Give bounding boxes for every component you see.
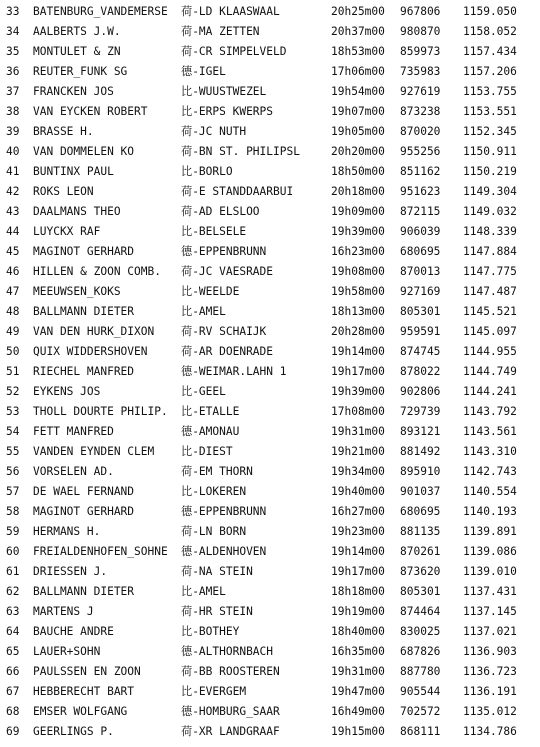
rank-cell: 50 [6, 345, 20, 358]
location-cell: 荷-EM THORN [181, 465, 253, 478]
fancier-name-cell: HERMANS H. [33, 525, 101, 538]
fancier-name-cell: GEERLINGS P. [33, 725, 114, 738]
speed-cell: 1139.086 [463, 545, 517, 558]
fancier-name-cell: MEEUWSEN_KOKS [33, 285, 121, 298]
fancier-name-cell: FREIALDENHOFEN_SOHNE [33, 545, 168, 558]
table-row [0, 462, 540, 482]
ring-number-cell: 874745 [400, 345, 441, 358]
speed-cell: 1145.097 [463, 325, 517, 338]
table-row [0, 362, 540, 382]
fancier-name-cell: DE WAEL FERNAND [33, 485, 135, 498]
ring-number-cell: 895910 [400, 465, 441, 478]
table-row [0, 142, 540, 162]
table-row [0, 222, 540, 242]
location-cell: 比-AMEL [181, 585, 226, 598]
speed-cell: 1157.434 [463, 45, 517, 58]
location-cell: 荷-JC VAESRADE [181, 265, 274, 278]
arrival-time-cell: 19h54m00 [331, 85, 385, 98]
fancier-name-cell: VANDEN EYNDEN CLEM [33, 445, 155, 458]
speed-cell: 1139.010 [463, 565, 517, 578]
rank-cell: 53 [6, 405, 20, 418]
table-row [0, 282, 540, 302]
rank-cell: 64 [6, 625, 20, 638]
arrival-time-cell: 18h18m00 [331, 585, 385, 598]
arrival-time-cell: 19h39m00 [331, 385, 385, 398]
ring-number-cell: 927169 [400, 285, 441, 298]
rank-cell: 67 [6, 685, 20, 698]
table-row [0, 102, 540, 122]
rank-cell: 68 [6, 705, 20, 718]
rank-cell: 46 [6, 265, 20, 278]
speed-cell: 1150.911 [463, 145, 517, 158]
table-row [0, 82, 540, 102]
location-cell: 比-BELSELE [181, 225, 247, 238]
ring-number-cell: 851162 [400, 165, 441, 178]
speed-cell: 1149.032 [463, 205, 517, 218]
fancier-name-cell: AALBERTS J.W. [33, 25, 121, 38]
ring-number-cell: 873238 [400, 105, 441, 118]
fancier-name-cell: FRANCKEN JOS [33, 85, 114, 98]
speed-cell: 1148.339 [463, 225, 517, 238]
ring-number-cell: 735983 [400, 65, 441, 78]
arrival-time-cell: 16h49m00 [331, 705, 385, 718]
rank-cell: 61 [6, 565, 20, 578]
arrival-time-cell: 16h35m00 [331, 645, 385, 658]
location-cell: 荷-XR LANDGRAAF [181, 725, 280, 738]
fancier-name-cell: HILLEN & ZOON COMB. [33, 265, 161, 278]
table-row [0, 562, 540, 582]
ring-number-cell: 859973 [400, 45, 441, 58]
arrival-time-cell: 16h27m00 [331, 505, 385, 518]
rank-cell: 59 [6, 525, 20, 538]
location-cell: 比-GEEL [181, 385, 226, 398]
location-cell: 比-BOTHEY [181, 625, 240, 638]
fancier-name-cell: VORSELEN AD. [33, 465, 114, 478]
arrival-time-cell: 19h14m00 [331, 545, 385, 558]
arrival-time-cell: 16h23m00 [331, 245, 385, 258]
location-cell: 德-ALDENHOVEN [181, 545, 267, 558]
ring-number-cell: 680695 [400, 245, 441, 258]
speed-cell: 1139.891 [463, 525, 517, 538]
arrival-time-cell: 19h23m00 [331, 525, 385, 538]
location-cell: 比-DIEST [181, 445, 233, 458]
location-cell: 荷-BB ROOSTEREN [181, 665, 280, 678]
table-row [0, 2, 540, 22]
speed-cell: 1153.755 [463, 85, 517, 98]
location-cell: 比-ERPS KWERPS [181, 105, 274, 118]
ring-number-cell: 980870 [400, 25, 441, 38]
speed-cell: 1134.786 [463, 725, 517, 738]
rank-cell: 37 [6, 85, 20, 98]
arrival-time-cell: 19h39m00 [331, 225, 385, 238]
table-row [0, 622, 540, 642]
speed-cell: 1149.304 [463, 185, 517, 198]
ring-number-cell: 951623 [400, 185, 441, 198]
speed-cell: 1144.749 [463, 365, 517, 378]
table-row [0, 582, 540, 602]
rank-cell: 65 [6, 645, 20, 658]
location-cell: 荷-LN BORN [181, 525, 247, 538]
ring-number-cell: 873620 [400, 565, 441, 578]
table-row [0, 682, 540, 702]
fancier-name-cell: VAN DOMMELEN KO [33, 145, 135, 158]
fancier-name-cell: MARTENS J [33, 605, 94, 618]
table-row [0, 182, 540, 202]
rank-cell: 44 [6, 225, 20, 238]
location-cell: 德-ALTHORNBACH [181, 645, 274, 658]
table-row [0, 482, 540, 502]
location-cell: 比-LOKEREN [181, 485, 247, 498]
location-cell: 荷-MA ZETTEN [181, 25, 260, 38]
speed-cell: 1152.345 [463, 125, 517, 138]
speed-cell: 1137.431 [463, 585, 517, 598]
arrival-time-cell: 19h09m00 [331, 205, 385, 218]
fancier-name-cell: PAULSSEN EN ZOON [33, 665, 141, 678]
ring-number-cell: 887780 [400, 665, 441, 678]
arrival-time-cell: 18h40m00 [331, 625, 385, 638]
location-cell: 荷-LD KLAASWAAL [181, 5, 280, 18]
location-cell: 德-AMONAU [181, 425, 240, 438]
ring-number-cell: 959591 [400, 325, 441, 338]
ring-number-cell: 902806 [400, 385, 441, 398]
rank-cell: 35 [6, 45, 20, 58]
table-row [0, 22, 540, 42]
arrival-time-cell: 19h21m00 [331, 445, 385, 458]
arrival-time-cell: 19h07m00 [331, 105, 385, 118]
ring-number-cell: 881135 [400, 525, 441, 538]
fancier-name-cell: BAUCHE ANDRE [33, 625, 114, 638]
rank-cell: 60 [6, 545, 20, 558]
arrival-time-cell: 19h31m00 [331, 665, 385, 678]
location-cell: 比-ETALLE [181, 405, 240, 418]
fancier-name-cell: MONTULET & ZN [33, 45, 121, 58]
ring-number-cell: 901037 [400, 485, 441, 498]
ring-number-cell: 967806 [400, 5, 441, 18]
arrival-time-cell: 19h17m00 [331, 365, 385, 378]
speed-cell: 1143.561 [463, 425, 517, 438]
table-row [0, 302, 540, 322]
rank-cell: 52 [6, 385, 20, 398]
table-row [0, 382, 540, 402]
rank-cell: 33 [6, 5, 20, 18]
ring-number-cell: 881492 [400, 445, 441, 458]
table-row [0, 442, 540, 462]
ring-number-cell: 805301 [400, 305, 441, 318]
location-cell: 德-EPPENBRUNN [181, 245, 267, 258]
speed-cell: 1136.191 [463, 685, 517, 698]
fancier-name-cell: HEBBERECHT BART [33, 685, 135, 698]
rank-cell: 62 [6, 585, 20, 598]
location-cell: 德-EPPENBRUNN [181, 505, 267, 518]
ring-number-cell: 878022 [400, 365, 441, 378]
arrival-time-cell: 20h28m00 [331, 325, 385, 338]
location-cell: 德-IGEL [181, 65, 226, 78]
table-row [0, 642, 540, 662]
fancier-name-cell: LUYCKX RAF [33, 225, 101, 238]
rank-cell: 39 [6, 125, 20, 138]
fancier-name-cell: DAALMANS THEO [33, 205, 121, 218]
ring-number-cell: 868111 [400, 725, 441, 738]
arrival-time-cell: 19h58m00 [331, 285, 385, 298]
speed-cell: 1157.206 [463, 65, 517, 78]
ring-number-cell: 872115 [400, 205, 441, 218]
fancier-name-cell: BUNTINX PAUL [33, 165, 114, 178]
rank-cell: 66 [6, 665, 20, 678]
speed-cell: 1142.743 [463, 465, 517, 478]
arrival-time-cell: 17h08m00 [331, 405, 385, 418]
arrival-time-cell: 19h05m00 [331, 125, 385, 138]
rank-cell: 57 [6, 485, 20, 498]
arrival-time-cell: 19h47m00 [331, 685, 385, 698]
ring-number-cell: 870020 [400, 125, 441, 138]
speed-cell: 1144.955 [463, 345, 517, 358]
rank-cell: 51 [6, 365, 20, 378]
arrival-time-cell: 19h40m00 [331, 485, 385, 498]
ring-number-cell: 702572 [400, 705, 441, 718]
fancier-name-cell: BALLMANN DIETER [33, 305, 135, 318]
fancier-name-cell: THOLL DOURTE PHILIP. [33, 405, 168, 418]
ring-number-cell: 680695 [400, 505, 441, 518]
rank-cell: 47 [6, 285, 20, 298]
speed-cell: 1137.021 [463, 625, 517, 638]
location-cell: 比-EVERGEM [181, 685, 247, 698]
rank-cell: 34 [6, 25, 20, 38]
ring-number-cell: 906039 [400, 225, 441, 238]
speed-cell: 1137.145 [463, 605, 517, 618]
speed-cell: 1135.012 [463, 705, 517, 718]
table-row [0, 322, 540, 342]
table-row [0, 242, 540, 262]
arrival-time-cell: 19h17m00 [331, 565, 385, 578]
location-cell: 荷-NA STEIN [181, 565, 253, 578]
table-row [0, 602, 540, 622]
speed-cell: 1136.723 [463, 665, 517, 678]
fancier-name-cell: BATENBURG_VANDEMERSE [33, 5, 168, 18]
ring-number-cell: 874464 [400, 605, 441, 618]
table-row [0, 122, 540, 142]
fancier-name-cell: MAGINOT GERHARD [33, 245, 135, 258]
rank-cell: 58 [6, 505, 20, 518]
fancier-name-cell: BRASSE H. [33, 125, 94, 138]
fancier-name-cell: REUTER_FUNK SG [33, 65, 128, 78]
location-cell: 荷-AR DOENRADE [181, 345, 274, 358]
speed-cell: 1153.551 [463, 105, 517, 118]
table-row [0, 522, 540, 542]
ring-number-cell: 687826 [400, 645, 441, 658]
table-row [0, 162, 540, 182]
fancier-name-cell: MAGINOT GERHARD [33, 505, 135, 518]
ring-number-cell: 927619 [400, 85, 441, 98]
speed-cell: 1147.775 [463, 265, 517, 278]
arrival-time-cell: 17h06m00 [331, 65, 385, 78]
arrival-time-cell: 19h08m00 [331, 265, 385, 278]
rank-cell: 69 [6, 725, 20, 738]
speed-cell: 1145.521 [463, 305, 517, 318]
fancier-name-cell: QUIX WIDDERSHOVEN [33, 345, 148, 358]
rank-cell: 56 [6, 465, 20, 478]
arrival-time-cell: 19h34m00 [331, 465, 385, 478]
arrival-time-cell: 19h15m00 [331, 725, 385, 738]
location-cell: 荷-RV SCHAIJK [181, 325, 267, 338]
location-cell: 荷-AD ELSLOO [181, 205, 260, 218]
rank-cell: 38 [6, 105, 20, 118]
table-row [0, 702, 540, 722]
speed-cell: 1143.792 [463, 405, 517, 418]
table-row [0, 342, 540, 362]
ring-number-cell: 805301 [400, 585, 441, 598]
arrival-time-cell: 19h31m00 [331, 425, 385, 438]
speed-cell: 1140.193 [463, 505, 517, 518]
location-cell: 比-WUUSTWEZEL [181, 85, 267, 98]
location-cell: 荷-HR STEIN [181, 605, 253, 618]
fancier-name-cell: BALLMANN DIETER [33, 585, 135, 598]
table-row [0, 722, 540, 742]
location-cell: 比-WEELDE [181, 285, 240, 298]
fancier-name-cell: LAUER+SOHN [33, 645, 101, 658]
rank-cell: 41 [6, 165, 20, 178]
location-cell: 比-AMEL [181, 305, 226, 318]
fancier-name-cell: FETT MANFRED [33, 425, 114, 438]
speed-cell: 1144.241 [463, 385, 517, 398]
arrival-time-cell: 19h19m00 [331, 605, 385, 618]
ring-number-cell: 870013 [400, 265, 441, 278]
location-cell: 荷-CR SIMPELVELD [181, 45, 287, 58]
speed-cell: 1143.310 [463, 445, 517, 458]
ring-number-cell: 905544 [400, 685, 441, 698]
ring-number-cell: 893121 [400, 425, 441, 438]
table-row [0, 402, 540, 422]
location-cell: 荷-JC NUTH [181, 125, 247, 138]
arrival-time-cell: 20h18m00 [331, 185, 385, 198]
table-row [0, 662, 540, 682]
location-cell: 德-WEIMAR.LAHN 1 [181, 365, 287, 378]
results-table [0, 2, 540, 742]
rank-cell: 55 [6, 445, 20, 458]
rank-cell: 40 [6, 145, 20, 158]
ring-number-cell: 955256 [400, 145, 441, 158]
speed-cell: 1147.487 [463, 285, 517, 298]
speed-cell: 1150.219 [463, 165, 517, 178]
location-cell: 比-BORLO [181, 165, 233, 178]
table-row [0, 502, 540, 522]
arrival-time-cell: 19h14m00 [331, 345, 385, 358]
rank-cell: 36 [6, 65, 20, 78]
fancier-name-cell: DRIESSEN J. [33, 565, 108, 578]
rank-cell: 48 [6, 305, 20, 318]
ring-number-cell: 870261 [400, 545, 441, 558]
arrival-time-cell: 18h13m00 [331, 305, 385, 318]
speed-cell: 1136.903 [463, 645, 517, 658]
table-row [0, 542, 540, 562]
ring-number-cell: 830025 [400, 625, 441, 638]
fancier-name-cell: VAN EYCKEN ROBERT [33, 105, 148, 118]
location-cell: 德-HOMBURG_SAAR [181, 705, 280, 718]
fancier-name-cell: VAN DEN HURK_DIXON [33, 325, 155, 338]
location-cell: 荷-E STANDDAARBUI [181, 185, 294, 198]
location-cell: 荷-BN ST. PHILIPSL [181, 145, 300, 158]
fancier-name-cell: EYKENS JOS [33, 385, 101, 398]
rank-cell: 49 [6, 325, 20, 338]
ring-number-cell: 729739 [400, 405, 441, 418]
table-row [0, 422, 540, 442]
speed-cell: 1158.052 [463, 25, 517, 38]
rank-cell: 63 [6, 605, 20, 618]
speed-cell: 1159.050 [463, 5, 517, 18]
table-row [0, 42, 540, 62]
arrival-time-cell: 18h50m00 [331, 165, 385, 178]
arrival-time-cell: 20h37m00 [331, 25, 385, 38]
fancier-name-cell: ROKS LEON [33, 185, 94, 198]
arrival-time-cell: 20h20m00 [331, 145, 385, 158]
speed-cell: 1140.554 [463, 485, 517, 498]
table-row [0, 262, 540, 282]
rank-cell: 54 [6, 425, 20, 438]
arrival-time-cell: 20h25m00 [331, 5, 385, 18]
rank-cell: 43 [6, 205, 20, 218]
fancier-name-cell: RIECHEL MANFRED [33, 365, 135, 378]
table-row [0, 202, 540, 222]
rank-cell: 45 [6, 245, 20, 258]
rank-cell: 42 [6, 185, 20, 198]
table-row [0, 62, 540, 82]
arrival-time-cell: 18h53m00 [331, 45, 385, 58]
speed-cell: 1147.884 [463, 245, 517, 258]
fancier-name-cell: EMSER WOLFGANG [33, 705, 128, 718]
